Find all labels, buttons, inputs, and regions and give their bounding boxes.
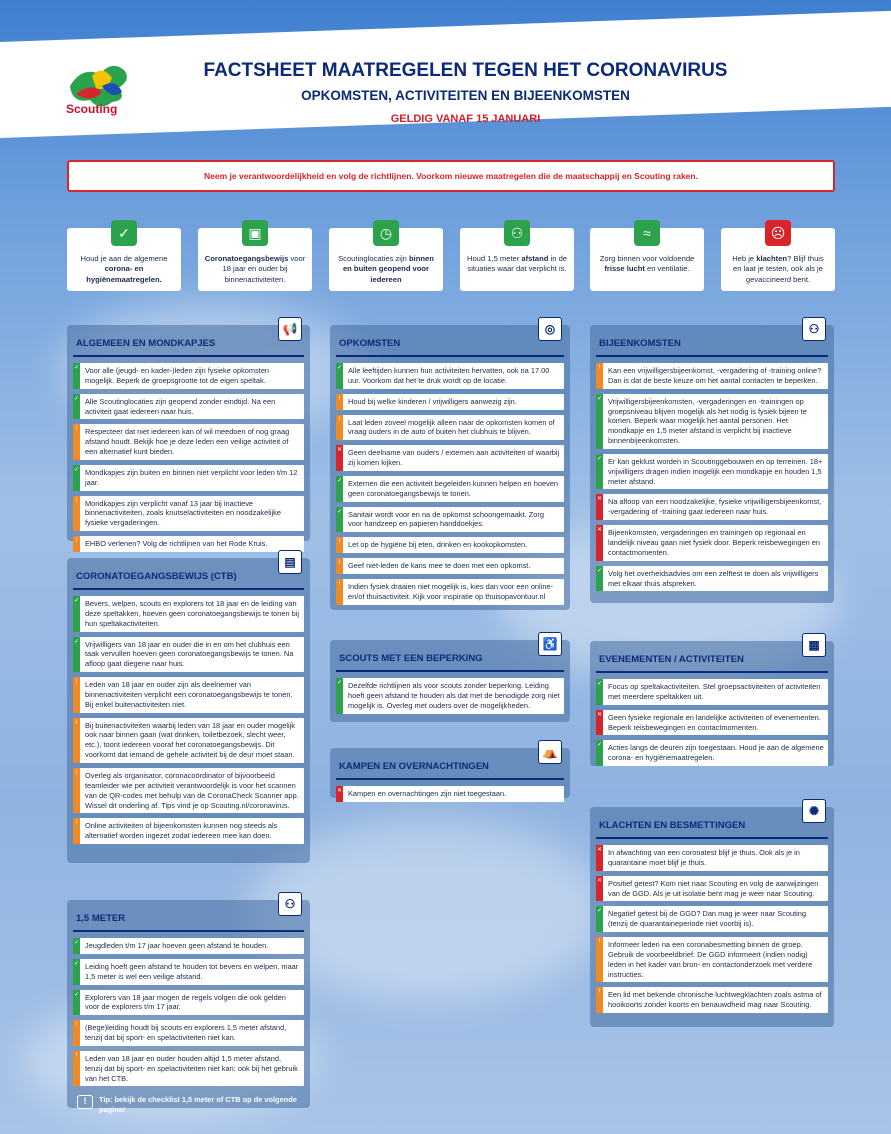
list-item: ! (Bege)leiding houdt bij scouts en explorers 1,5 meter afstand, tenzij dat bij sport- en spelactiviteiten niet kan. xyxy=(73,1020,304,1046)
list-item: ✕ Kampen en overnachtingen zijn niet toegestaan. xyxy=(336,786,564,802)
list-item: ✓ Acties langs de deuren zijn toegestaan. Houd je aan de algemene corona- en hygiënemaatregelen. xyxy=(596,740,828,766)
list-item: ! Houd bij welke kinderen / vrijwilligers aanwezig zijn. xyxy=(336,394,564,410)
warning-icon: ! xyxy=(73,496,80,532)
card-text: Coronatoegangsbewijs voor 18 jaar en ouder bij binnenactiviteiten. xyxy=(204,254,306,284)
page-title: FACTSHEET MAATREGELEN TEGEN HET CORONAVIRUS xyxy=(203,60,728,81)
check-icon: ✓ xyxy=(73,465,80,491)
section-title: CORONATOEGANGSBEWIJS (CTB) ▤ xyxy=(73,564,304,590)
panel-algemeen xyxy=(67,322,310,549)
check-icon: ✓ xyxy=(596,679,603,705)
check-icon: ✓ xyxy=(73,959,80,985)
section-title: EVENEMENTEN / ACTIVITEITEN ▦ xyxy=(596,647,828,673)
warning-icon: ! xyxy=(336,537,343,553)
cross-icon: ✕ xyxy=(596,525,603,561)
warning-icon: ! xyxy=(336,579,343,605)
check-icon: ✓ xyxy=(336,507,343,533)
panel-opkomsten xyxy=(330,322,570,610)
warning-icon: ! xyxy=(73,677,80,713)
list-item: ✓ Explorers van 18 jaar mogen de regels volgen die ook gelden voor de explorers t/m 17 jaar. xyxy=(73,990,304,1016)
card-text: Scoutinglocaties zijn binnen en buiten geopend voor iedereen xyxy=(338,254,434,284)
speech-bubble-icon: ! xyxy=(77,1095,93,1109)
list-item: ✓ Voor alle (jeugd- en kader-)leden zijn fysieke opkomsten mogelijk. Beperk de groepsgrootte tot de eigen speltak. xyxy=(73,363,304,389)
section-title: SCOUTS MET EEN BEPERKING ♿ xyxy=(336,646,564,672)
algemeen-section-icon: 📢 xyxy=(278,317,302,341)
cross-icon: ✕ xyxy=(596,710,603,736)
warning-icon: ! xyxy=(336,558,343,574)
list-item: ! EHBO verlenen? Volg de richtlijnen van het Rode Kruis. xyxy=(73,536,304,552)
complaints-icon: ☹ xyxy=(765,220,791,246)
kampen-section-icon: ⛺ xyxy=(538,740,562,764)
locations-icon: ◷ xyxy=(373,220,399,246)
list-item: ! Leden van 18 jaar en ouder houden altijd 1,5 meter afstand, tenzij dat bij sport- en spelactiviteiten niet kan: ook bij het gebruik van het CTB. xyxy=(73,1051,304,1087)
warning-icon: ! xyxy=(73,768,80,813)
list-item: ! Indien fysiek draaien niet mogelijk is, kies dan voor een online- en/of thuisactiviteit. Kijk voor inspiratie op thuisopavontuur.nl xyxy=(336,579,564,605)
warning-icon: ! xyxy=(73,536,80,552)
tip-note: ! Tip: bekijk de checklist 1,5 meter of CTB op de volgende pagina! xyxy=(73,1091,304,1115)
warning-icon: ! xyxy=(336,415,343,441)
warning-icon: ! xyxy=(336,394,343,410)
list-item: ✓ Alle Scoutinglocaties zijn geopend zonder eindtijd. Na een activiteit gaat iedereen naar huis. xyxy=(73,394,304,420)
section-title: BIJEENKOMSTEN ⚇ xyxy=(596,331,828,357)
list-item: ✓ Jeugdleden t/m 17 jaar hoeven geen afstand te houden. xyxy=(73,938,304,954)
list-item: ✕ Bijeenkomsten, vergaderingen en trainingen op regionaal en landelijk niveau gaan niet fysiek door. Beperk reisbewegingen en contactmomenten. xyxy=(596,525,828,561)
list-item: ! Informeer leden na een coronabesmetting binnen de groep. Gebruik de voorbeeldbrief. De GGD informeert (indien nodig) leden in het kader van bron- en contactonderzoek met verdere instructies. xyxy=(596,937,828,982)
list-item: ! Bij buitenactiviteiten waarbij leden van 18 jaar en ouder mogelijk ook naar binnen gaan (wat drinken, toiletbezoek, slecht weer, etc.), toont iedereen vooraf het coronatoegangsbewijs. Dit voorkomt dat iemand de gehele activiteit bij de deur moet staan. xyxy=(73,718,304,763)
opkomsten-section-icon: ◎ xyxy=(538,317,562,341)
info-card-distance xyxy=(460,225,574,291)
list-item: ✓ Bevers, welpen, scouts en explorers tot 18 jaar en de leiding van deze speltakken, hoeven geen coronatoegangsbewijs te tonen bij hun speltakactiviteiten. xyxy=(73,596,304,632)
section-title: KLACHTEN EN BESMETTINGEN ✺ xyxy=(596,813,828,839)
list-item: ✓ Sanitair wordt voor en na de opkomst schoongemaakt. Zorg voor handzeep en papieren handdoekjes. xyxy=(336,507,564,533)
section-title: 1,5 METER ⚇ xyxy=(73,906,304,932)
ctb-icon: ▣ xyxy=(242,220,268,246)
list-item: ✓ Vrijwilligersbijeenkomsten, -vergaderingen en -trainingen op groepsniveau blijven mogelijk als het nodig is fysiek bijeen te komen. Beperk waar mogelijk het aantal personen. Het mondkapje en 1,5 meter afstand is verplicht bij inactieve binnenbijeenkomsten. xyxy=(596,394,828,449)
check-icon: ✓ xyxy=(73,637,80,673)
list-item: ✓ Dezelfde richtlijnen als voor scouts zonder beperking. Leiding hoeft geen afstand te houden als dat met de benodigde zorg niet mogelijk is. Overleg met ouders over de mogelijkheden. xyxy=(336,678,564,714)
hygiene-icon: ✓ xyxy=(111,220,137,246)
bijeenkomsten-section-icon: ⚇ xyxy=(802,317,826,341)
list-item: ✓ Externen die een activiteit begeleiden kunnen helpen en hoeven geen coronatoegangsbewijs te tonen. xyxy=(336,476,564,502)
check-icon: ✓ xyxy=(336,678,343,714)
section-title: ALGEMEEN EN MONDKAPJES 📢 xyxy=(73,331,304,357)
panel-evenementen xyxy=(590,638,834,766)
card-text: Heb je klachten? Blijf thuis en laat je testen, ook als je gevaccineerd bent. xyxy=(732,254,824,284)
warning-icon: ! xyxy=(73,1020,80,1046)
cross-icon: ✕ xyxy=(336,445,343,471)
check-icon: ✓ xyxy=(73,363,80,389)
list-item: ✕ In afwachting van een coronatest blijf je thuis. Ook als je in quarantaine moet blijf je thuis. xyxy=(596,845,828,871)
card-text: Houd 1,5 meter afstand in de situaties waar dat verplicht is. xyxy=(466,254,568,274)
logo-text: Scouting xyxy=(66,102,118,116)
check-icon: ✓ xyxy=(596,740,603,766)
panel-bijeenkomsten xyxy=(590,322,834,603)
info-card-locations xyxy=(329,225,443,291)
section-title: OPKOMSTEN ◎ xyxy=(336,331,564,357)
list-item: ✕ Geen fysieke regionale en landelijke activiteiten of evenementen. Beperk reisbewegingen en contactmomenten. xyxy=(596,710,828,736)
distance-icon: ⚇ xyxy=(504,220,530,246)
cross-icon: ✕ xyxy=(596,845,603,871)
klachten-section-icon: ✺ xyxy=(802,799,826,823)
list-item: ! Respecteer dat niet iedereen kan of wil meedoen of nog graag afstand houdt. Bekijk hoe je deze leden een veilige activiteit of een alternatief kunt bieden. xyxy=(73,424,304,460)
list-item: ! Leden van 18 jaar en ouder zijn als deelnemer van binnenactiviteiten verplicht een coronatoegangsbewijs te tonen. Bij enkel buitenactiviteiten niet. xyxy=(73,677,304,713)
check-icon: ✓ xyxy=(596,454,603,490)
ctb-section-icon: ▤ xyxy=(278,550,302,574)
panel-klachten xyxy=(590,804,834,1027)
list-item: ! Online activiteiten of bijeenkomsten kunnen nog steeds als alternatief worden ingezet zodat iedereen mee kan doen. xyxy=(73,818,304,844)
check-icon: ✓ xyxy=(596,906,603,932)
list-item: ✓ Leiding hoeft geen afstand te houden tot bevers en welpen, maar 1,5 meter is wel een veilige afstand. xyxy=(73,959,304,985)
check-icon: ✓ xyxy=(73,938,80,954)
list-item: ! Laat leden zoveel mogelijk alleen naar de opkomsten komen of vraag ouders in de auto of buiten het clubhuis te blijven. xyxy=(336,415,564,441)
warning-icon: ! xyxy=(73,718,80,763)
panel-1-5-meter xyxy=(67,897,310,1115)
info-card-ventilation xyxy=(590,225,704,291)
list-item: ! Kan een vrijwilligersbijeenkomst, -vergadering of -training online? Dan is dat de beste keuze om het aantal contacten te beperken. xyxy=(596,363,828,389)
warning-icon: ! xyxy=(73,424,80,460)
list-item: ✓ Focus op speltakactiviteiten. Stel groepsactiviteiten of activiteiten met meerdere speltakken uit. xyxy=(596,679,828,705)
info-card-complaints xyxy=(721,225,835,291)
info-card-hygiene xyxy=(67,225,181,291)
warning-icon: ! xyxy=(73,1051,80,1087)
warning-icon: ! xyxy=(73,818,80,844)
list-item: ✓ Volg het overheidsadvies om een zelftest te doen als vrijwilligers met elkaar thuis afspreken. xyxy=(596,566,828,592)
check-icon: ✓ xyxy=(336,476,343,502)
panel-ctb xyxy=(67,555,310,863)
check-icon: ✓ xyxy=(73,394,80,420)
panel-kampen xyxy=(330,745,570,798)
beperking-section-icon: ♿ xyxy=(538,632,562,656)
check-icon: ✓ xyxy=(596,566,603,592)
list-item: ! Overleg als organisator, coronacoördinator of bijvoorbeeld teamleider wie per activiteit verantwoordelijk is voor het scannen van de QR-codes met behulp van de CoronaCheck Scanner app. Wissel dit onderling af. Tips vind je op Scouting.nl/coronavirus. xyxy=(73,768,304,813)
list-item: ✓ Alle leeftijden kunnen hun activiteiten hervatten, ook na 17.00 uur. Voorkom dat het te druk wordt op de locatie. xyxy=(336,363,564,389)
cross-icon: ✕ xyxy=(596,876,603,902)
card-text: Zorg binnen voor voldoende frisse lucht en ventilatie. xyxy=(599,254,695,274)
evenementen-section-icon: ▦ xyxy=(802,633,826,657)
list-item: ✓ Er kan geklust worden in Scoutinggebouwen en op terreinen. 18+ vrijwilligers dragen indien mogelijk een mondkapje en houden 1,5 meter afstand. xyxy=(596,454,828,490)
list-item: ! Mondkapjes zijn verplicht vanaf 13 jaar bij inactieve binnenactiviteiten, zoals knutselactiviteiten en noodzakelijke fysieke vergaderingen. xyxy=(73,496,304,532)
cross-icon: ✕ xyxy=(596,494,603,520)
check-icon: ✓ xyxy=(73,596,80,632)
check-icon: ✓ xyxy=(336,363,343,389)
page-subtitle: OPKOMSTEN, ACTIVITEITEN EN BIJEENKOMSTEN xyxy=(301,88,630,103)
warning-icon: ! xyxy=(596,987,603,1013)
list-item: ! Een lid met bekende chronische luchtwegklachten zoals astma of hooikoorts zonder koorts en benauwdheid mag naar Scouting. xyxy=(596,987,828,1013)
list-item: ! Geef niet-leden de kans mee te doen met een opkomst. xyxy=(336,558,564,574)
warning-icon: ! xyxy=(596,363,603,389)
warning-banner: Neem je verantwoordelijkheid en volg de richtlijnen. Voorkom nieuwe maatregelen die de maatschappij en Scouting raken. xyxy=(67,160,835,192)
list-item: ✓ Negatief getest bij de GGD? Dan mag je weer naar Scouting (tenzij de quarantaineperiode niet voorbij is). xyxy=(596,906,828,932)
card-text: Houd je aan de algemene corona- en hygiënemaatregelen. xyxy=(80,254,168,284)
meter-section-icon: ⚇ xyxy=(278,892,302,916)
check-icon: ✓ xyxy=(73,990,80,1016)
list-item: ✓ Vrijwilligers van 18 jaar en ouder die in en om het clubhuis een taak vervullen hoeven geen coronatoegangsbewijs te tonen. Na afloop gaat diegene naar huis. xyxy=(73,637,304,673)
cross-icon: ✕ xyxy=(336,786,343,802)
list-item: ! Let op de hygiëne bij eten, drinken en kookopkomsten. xyxy=(336,537,564,553)
valid-date: GELDIG VANAF 15 JANUARI xyxy=(390,113,541,125)
list-item: ✓ Mondkapjes zijn buiten en binnen niet verplicht voor leden t/m 12 jaar. xyxy=(73,465,304,491)
warning-icon: ! xyxy=(596,937,603,982)
list-item: ✕ Na afloop van een noodzakelijke, fysieke vrijwilligersbijeenkomst, -vergadering of -training gaat iedereen naar huis. xyxy=(596,494,828,520)
ventilation-icon: ≈ xyxy=(634,220,660,246)
list-item: ✕ Positief getest? Kom niet naar Scouting en volg de aanwijzingen van de GGD. Als je uit isolatie bent mag je weer naar Scouting. xyxy=(596,876,828,902)
list-item: ✕ Geen deelname van ouders / externen aan activiteiten of waarbij zij komen kijken. xyxy=(336,445,564,471)
info-card-ctb xyxy=(198,225,312,291)
check-icon: ✓ xyxy=(596,394,603,449)
section-title: KAMPEN EN OVERNACHTINGEN ⛺ xyxy=(336,754,564,780)
panel-beperking xyxy=(330,637,570,722)
